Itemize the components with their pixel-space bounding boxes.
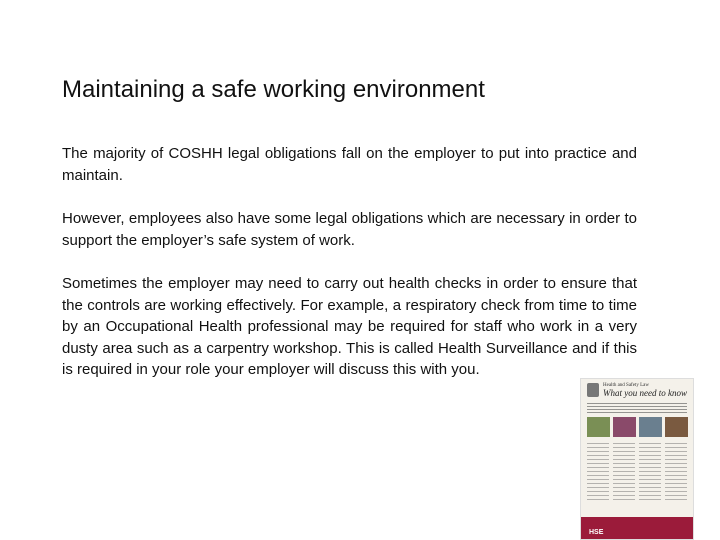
poster-column-2 — [613, 443, 635, 503]
poster-footer-band — [581, 517, 693, 539]
poster-photo-1 — [587, 417, 610, 437]
poster-photo-3 — [639, 417, 662, 437]
hse-law-poster-image — [580, 378, 694, 540]
poster-kicker: Health and Safety Law — [603, 383, 649, 388]
poster-column-1 — [587, 443, 609, 503]
poster-column-3 — [639, 443, 661, 503]
poster-column-4 — [665, 443, 687, 503]
poster-intro-text — [587, 403, 687, 413]
poster-photo-4 — [665, 417, 688, 437]
hse-logo: HSE — [589, 529, 604, 536]
paragraph-health-surveillance: Sometimes the employer may need to carry out health checks in order to ensure that the controls are working effectively. For example, a respiratory check from time to time by an Occupational Health professional may be required for staff who work in a very dusty area such as a carpentry workshop. This is called Health Surveillance and if this is required in your role your employer will discuss this with you. — [62, 275, 637, 379]
royal-crest-icon — [587, 383, 599, 397]
poster-heading: What you need to know — [603, 388, 687, 398]
paragraph-employer-obligations: The majority of COSHH legal obligations fall on the employer to put into practice and maintain. — [62, 145, 637, 184]
slide-title: Maintaining a safe working environment — [62, 76, 485, 103]
poster-photo-2 — [613, 417, 636, 437]
paragraph-employee-obligations: However, employees also have some legal obligations which are necessary in order to support the employer’s safe system of work. — [62, 210, 637, 249]
